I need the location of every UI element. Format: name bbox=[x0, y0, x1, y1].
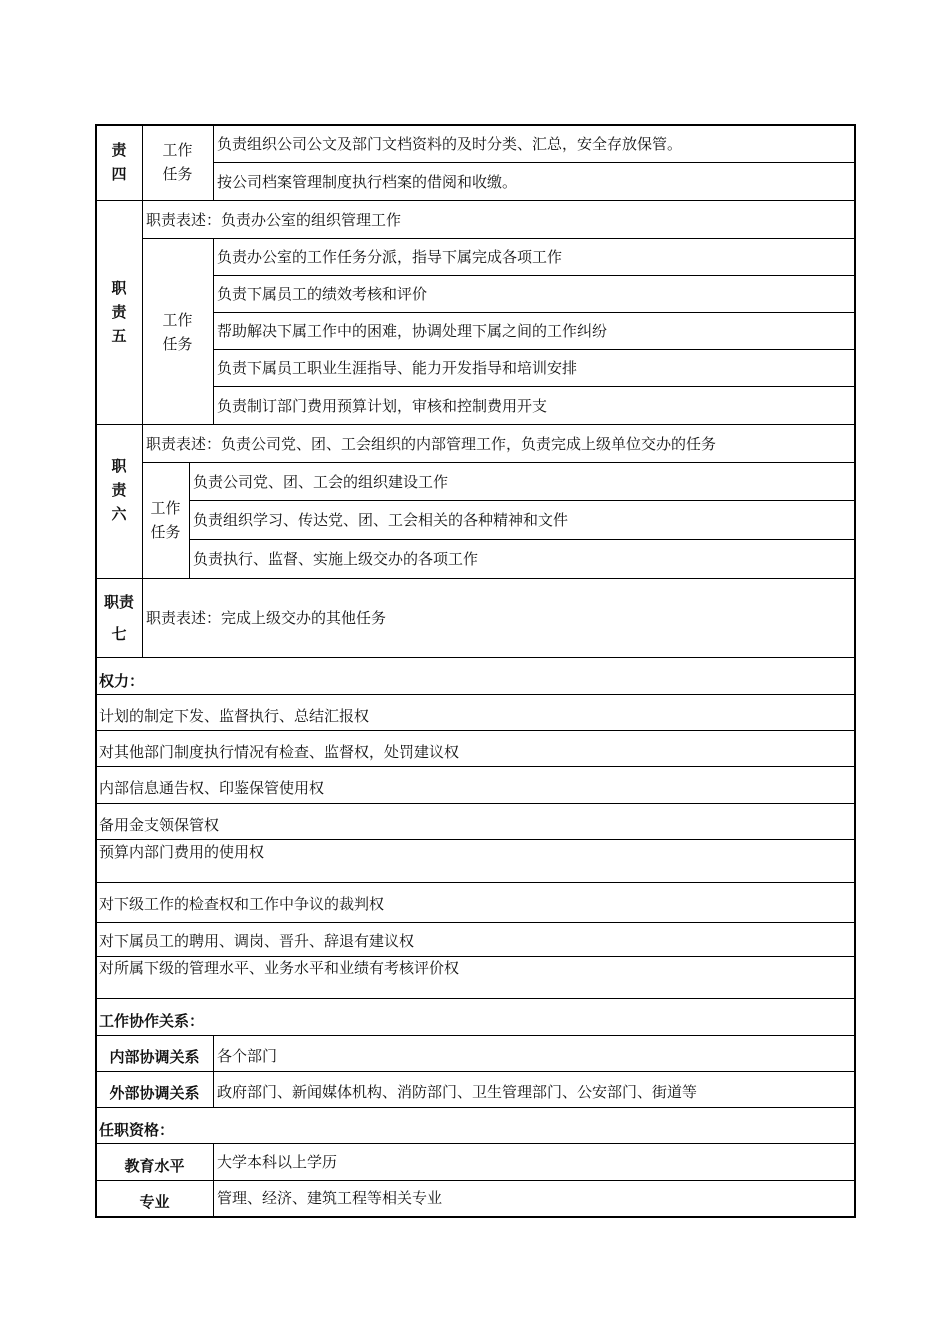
column-divider bbox=[213, 125, 214, 200]
qualifications-heading: 任职资格： bbox=[99, 1121, 175, 1139]
row-divider bbox=[96, 657, 855, 658]
duty6-label-line: 六 bbox=[111, 505, 127, 523]
duty6-label-line: 职 bbox=[111, 457, 127, 475]
row-divider bbox=[213, 162, 855, 163]
internal-coordination-label: 内部协调关系 bbox=[109, 1048, 200, 1066]
duty4-label-line: 四 bbox=[111, 165, 127, 183]
row-divider bbox=[96, 1035, 855, 1036]
row-divider bbox=[96, 424, 855, 425]
column-divider bbox=[213, 1035, 214, 1107]
duty4-task: 负责组织公司公文及部门文档资料的及时分类、汇总，安全存放保管。 bbox=[217, 135, 683, 153]
row-divider bbox=[96, 1071, 855, 1072]
row-divider bbox=[96, 1180, 855, 1181]
duty5-tasks-label bbox=[142, 306, 213, 358]
row-divider bbox=[142, 238, 855, 239]
row-divider bbox=[189, 539, 855, 540]
education-label: 教育水平 bbox=[124, 1157, 185, 1175]
major-label: 专业 bbox=[139, 1193, 170, 1211]
powers-heading: 权力： bbox=[99, 672, 145, 690]
duty5-task: 负责下属员工的绩效考核和评价 bbox=[217, 285, 428, 303]
power-item: 内部信息通告权、印鉴保管使用权 bbox=[99, 779, 325, 797]
education-value: 大学本科以上学历 bbox=[217, 1153, 338, 1171]
duty7-label-line: 职责 bbox=[103, 593, 134, 611]
duty5-label-line: 责 bbox=[111, 303, 127, 321]
power-item: 预算内部门费用的使用权 bbox=[99, 843, 265, 861]
row-divider bbox=[96, 839, 855, 840]
duty4-label bbox=[96, 136, 142, 188]
external-coordination-label: 外部协调关系 bbox=[109, 1084, 200, 1102]
row-divider bbox=[96, 766, 855, 767]
row-divider bbox=[96, 998, 855, 999]
row-divider bbox=[96, 694, 855, 695]
duty6-description: 职责表述：负责公司党、团、工会组织的内部管理工作，负责完成上级单位交办的任务 bbox=[146, 435, 717, 453]
duty4-label-line: 责 bbox=[111, 141, 127, 159]
row-divider bbox=[96, 803, 855, 804]
power-item: 备用金支领保管权 bbox=[99, 816, 220, 834]
column-divider bbox=[213, 238, 214, 424]
tasks-label-line: 任务 bbox=[162, 165, 193, 183]
power-item: 对其他部门制度执行情况有检查、监督权，处罚建议权 bbox=[99, 743, 460, 761]
duty5-task: 负责制订部门费用预算计划，审核和控制费用开支 bbox=[217, 397, 548, 415]
row-divider bbox=[96, 1107, 855, 1108]
row-divider bbox=[96, 956, 855, 957]
tasks-label-line: 工作 bbox=[162, 141, 193, 159]
power-item: 对下属员工的聘用、调岗、晋升、辞退有建议权 bbox=[99, 932, 415, 950]
duty7-description: 职责表述：完成上级交办的其他任务 bbox=[146, 609, 387, 627]
internal-coordination-value: 各个部门 bbox=[217, 1047, 278, 1065]
duty6-task: 负责组织学习、传达党、团、工会相关的各种精神和文件 bbox=[193, 511, 569, 529]
major-value: 管理、经济、建筑工程等相关专业 bbox=[217, 1189, 443, 1207]
duty5-task: 负责办公室的工作任务分派，指导下属完成各项工作 bbox=[217, 248, 563, 266]
tasks-label-line: 任务 bbox=[162, 335, 193, 353]
duty6-label bbox=[96, 452, 142, 528]
power-item: 计划的制定下发、监督执行、总结汇报权 bbox=[99, 707, 370, 725]
row-divider bbox=[96, 578, 855, 579]
row-divider bbox=[96, 922, 855, 923]
row-divider bbox=[142, 462, 855, 463]
cooperation-heading: 工作协作关系： bbox=[99, 1012, 205, 1030]
tasks-label-line: 工作 bbox=[150, 499, 181, 517]
row-divider bbox=[189, 500, 855, 501]
row-divider bbox=[213, 349, 855, 350]
duty5-task: 帮助解决下属工作中的困难，协调处理下属之间的工作纠纷 bbox=[217, 322, 608, 340]
row-divider bbox=[96, 730, 855, 731]
row-divider bbox=[96, 882, 855, 883]
external-coordination-value: 政府部门、新闻媒体机构、消防部门、卫生管理部门、公安部门、街道等 bbox=[217, 1083, 698, 1101]
duty6-task: 负责公司党、团、工会的组织建设工作 bbox=[193, 473, 449, 491]
duty4-task: 按公司档案管理制度执行档案的借阅和收缴。 bbox=[217, 173, 518, 191]
duty5-label bbox=[96, 274, 142, 350]
row-divider bbox=[96, 200, 855, 201]
tasks-label-line: 任务 bbox=[150, 523, 181, 541]
duty5-label-line: 职 bbox=[111, 279, 127, 297]
row-divider bbox=[96, 1143, 855, 1144]
row-divider bbox=[213, 312, 855, 313]
duty6-task: 负责执行、监督、实施上级交办的各项工作 bbox=[193, 550, 479, 568]
row-divider bbox=[213, 386, 855, 387]
tasks-label-line: 工作 bbox=[162, 311, 193, 329]
row-divider bbox=[213, 275, 855, 276]
duty5-description: 职责表述：负责办公室的组织管理工作 bbox=[146, 211, 402, 229]
duty6-tasks-label bbox=[142, 494, 189, 546]
duty5-task: 负责下属员工职业生涯指导、能力开发指导和培训安排 bbox=[217, 359, 578, 377]
column-divider bbox=[142, 578, 143, 657]
power-item: 对所属下级的管理水平、业务水平和业绩有考核评价权 bbox=[99, 959, 460, 977]
column-divider bbox=[189, 462, 190, 578]
duty7-label bbox=[96, 584, 142, 650]
duty5-label-line: 五 bbox=[111, 327, 127, 345]
duty7-label-line: 七 bbox=[111, 625, 127, 643]
duty4-tasks-label bbox=[142, 136, 213, 188]
column-divider bbox=[213, 1143, 214, 1217]
power-item: 对下级工作的检查权和工作中争议的裁判权 bbox=[99, 895, 385, 913]
duty6-label-line: 责 bbox=[111, 481, 127, 499]
